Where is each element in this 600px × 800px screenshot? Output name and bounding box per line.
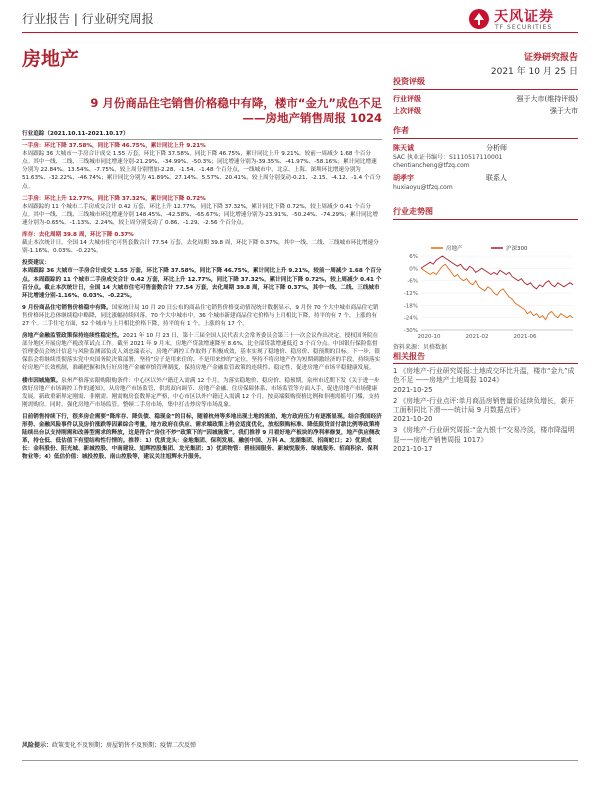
prev-rating-label: 上次评级 xyxy=(393,107,421,115)
industry-rating-value: 强于大市(维持评级) xyxy=(516,95,578,103)
report-type: 证券研究报告 xyxy=(523,53,578,63)
related-report-2-text: 2 《房地产-行业点评:单月商品房销售量价延续负增长，新开工面积同比下滑——统计局 9 月数据点评》 xyxy=(393,396,575,415)
y-tick-label: -12% xyxy=(403,291,418,297)
lead-price: 9 月份商品住宅销售价格稳中有降。 xyxy=(22,304,112,311)
body-price: 国家统计局 10 月 20 日公布的商品住宅销售价格变动情况统计数据显示，9 月份 70 个大中城市商品住宅销售价格环比总体继续稳中略降，同比涨幅持续回落。70 个大中城市中，36 个城市新建商品住宅价格与上月相比下降，持平的有 7 个，上涨的有 27 个。二手住宅方面，52 个城市与上月相比价格下降，持平的有 1 个，上涨的有 17 个。 xyxy=(22,304,379,327)
trend-title: 行业走势图 xyxy=(393,206,578,220)
report-category: 行业报告 | 行业研究周报 xyxy=(22,12,154,26)
paragraph-finance xyxy=(22,332,382,372)
body-policy: 泉州严格落实限购限购条件：中心区以外户籍迁入需满 12 个月。为落实稳地价、稳房价、稳预期，泉州市近期下发《关于进一步做好房地产市场调控工作的通知》，从房地产市场监管、供需双向调节、房地产金融、住房保障体系、市场监管等方面入手，促进房地产市场健康发展。新政重新界定刚需、非刚需。刚需购房套数界定严格，中心市区以外户籍迁入需满 12 个月，按高端限购资格比例和非刚需摇号门槛，支持刚需购房。同时，强化房地产市场监管，整顿二手房市场，集中打击炒房等市场乱象。 xyxy=(22,377,380,408)
x-tick-label: 2021-02 xyxy=(465,334,489,340)
analyst1-cert: SAC 执业证书编号：S1110517110001 xyxy=(393,154,503,161)
analyst1-name: 陈天诚 xyxy=(393,144,414,152)
real-estate-line xyxy=(421,264,573,320)
paragraph-new-home xyxy=(22,142,382,191)
related-reports xyxy=(393,352,578,456)
report-date: 2021 年 10 月 25 日 xyxy=(490,67,578,77)
body-recommend: 目前销售持续下行，很多房企需要“降库存、降负债、稳现金”的目标，随着杭州等多地出现土地的流拍，地方政府压力有逐渐显现。结合我国经济形势、金融风险事件以及房价涨跌等因素综合考量，地方政府在供应、需求端政策上将会适度优化，放松限购标准、降低限贷首付款比例等政策将陆续出台以支持刚需和改善型需求的释放，这是符合“房住不炒”政策下的“因城施策”。我们推荐 9 月看好地产板块的净利率修复，地产供应侧改革，持仓低、低估值下有望结构性行情的。推荐：1）优质龙头：金地集团、保利发展、融创中国、万科 A、龙湖集团、招商蛇口；2）优质成长：金科股份、阳光城、新城控股、中南建设、旭辉控股集团、龙光集团；3）优质物管：碧桂园服务、新城悦服务、绿城服务、招商积余、保利物业等；4）低估价值：城投控股、南山控股等，建议关注旭辉永升服务。 xyxy=(22,413,382,461)
headline-sub: ——房地产销售周报 1024 xyxy=(242,111,382,125)
risk-text: 政策变化不及预期；房屋销售不及预期；疫情二次反弹 xyxy=(52,742,197,749)
logo-text-en: TF SECURITIES xyxy=(495,24,553,31)
prev-rating-row xyxy=(393,105,578,117)
investment-title: 投资建议： xyxy=(22,260,50,267)
legend-label: 房地产 xyxy=(446,246,463,252)
investment-body: 本周跟踪 36 大城市一手房合计成交 1.55 万套，环比下降 37.58%，同比下降 46.75%，累计同比上升 9.21%，较前一周减少 1.68 个百分点。本周跟踪的 11 个城市二手房成交合计 0.42 万套，环比上升 12.77%，同比下降 37.32%，累计同比下降 0.72%，较上周减少 0.41 个百分点。截止本次统计日，全国 14 大城市住宅可售套数合计 77.54 万套，去化周期 39.8 周，环比下降 0.37%，其中一线、二线、三线城市环比增速分别-1.16%、0.03%、-0.22%。 xyxy=(22,268,382,299)
sidebar xyxy=(393,76,578,223)
body-new-home: 本周跟踪 36 大城市一手房合计成交 1.55 万套，环比下降 37.58%，同比下降 46.75%，累计同比上升 9.21%，较前一周减少 1.68 个百分点。其中一线、二线、三线城市同比增速分别-21.29%、-34.99%、-50.3%；同比增速分别为-39.35%、-41.97%、-58.16%；累计同比增速分别为 22.84%、13.54%、-7.75%，较上周分别增加-2.28、-1.54、-1.48 个百分点，一线城市中，北京、上海、深圳环比增速分别为 51.63%、-32.22%、-46.74%；累计同比分别为 41.89%、27.14%、5.57%、20.41%，较上周分别变动-0.21、-2.15、-4.12、-1.4 个百分点。 xyxy=(22,151,381,190)
related-report-3-date: 2021-10-17 xyxy=(393,444,433,453)
y-tick-label: 0% xyxy=(409,266,418,273)
paragraph-policy xyxy=(22,377,382,409)
related-report-1-text: 1 《房地产-行业研究周报:土地成交环比升温，楼市“金九”成色不足 ——房地产土地周报 1024》 xyxy=(393,367,575,385)
related-report-1[interactable] xyxy=(393,367,578,395)
sector-title: 房地产 xyxy=(22,48,80,70)
paragraph-price xyxy=(22,304,382,328)
y-tick-label: -18% xyxy=(403,303,418,310)
paragraph-inventory xyxy=(22,231,382,255)
prev-rating-value: 强于大市 xyxy=(550,107,578,115)
footer-divider xyxy=(22,760,578,761)
industry-trend-chart xyxy=(393,242,578,342)
lead-inventory: 库存：去化周期 39.8 周，环比下降 0.37% xyxy=(22,232,134,239)
analyst1-email[interactable]: chentiancheng@tfzq.com xyxy=(393,162,470,169)
main-content xyxy=(22,130,382,465)
trend-chart-svg xyxy=(393,242,578,342)
risk-note xyxy=(22,740,382,749)
related-report-3-text: 3 《房地产-行业研究周报:“金九银十”交易冷淡，楼市降温明显——房地产销售周报 1017》 xyxy=(393,426,575,444)
industry-rating-row xyxy=(393,93,578,105)
lead-second-hand: 二手房：环比上升 12.77%，同比下降 37.32%，累计同比下降 0.72% xyxy=(22,195,206,202)
lead-policy: 楼市因城施策。 xyxy=(22,377,62,384)
y-tick-label: -30% xyxy=(403,328,418,334)
analyst2-email[interactable]: huxiaoyu@tfzq.com xyxy=(393,184,453,191)
analyst-2 xyxy=(393,172,578,192)
paragraph-second-hand xyxy=(22,195,382,227)
x-tick-label: 2020-10 xyxy=(417,334,441,340)
header-divider xyxy=(22,32,578,33)
rating-title: 投资评级 xyxy=(393,76,578,90)
paragraph-investment xyxy=(22,259,382,299)
body-second-hand: 本周跟踪的 11 个城市二手房成交合计 0.42 万套，环比上升 12.77%，同比下降 37.32%，累计同比下降 0.72%，较上周减少 0.41 个百分点。其中一线、二线、三线城市环比增速分别 148.45%、-42.58%、-65.67%；同比增速分别为-23.91%、-50.24%、-74.29%；累计同比增速分别为-0.65%、-1.13%、2.24%，较上周分别变动了 0.86、-1.29、-2.56 个百分点。 xyxy=(22,203,378,226)
author-title: 作者 xyxy=(393,125,578,139)
y-tick-label: -24% xyxy=(403,315,418,322)
related-report-1-date: 2021-10-25 xyxy=(393,385,433,394)
related-report-2[interactable] xyxy=(393,397,578,425)
industry-rating-label: 行业评级 xyxy=(393,95,421,103)
x-tick-label: 2021-06 xyxy=(513,334,537,340)
risk-label: 风险提示： xyxy=(22,742,53,749)
headline-main: 9 月份商品住宅销售价格稳中有降，楼市“金九”成色不足 xyxy=(90,96,382,110)
lead-finance: 房地产金融监管政策保持连续性稳定性。 xyxy=(22,333,123,340)
legend-label: 沪深300 xyxy=(506,246,528,252)
section-title: 行业追踪（2021.10.11-2021.10.17） xyxy=(22,130,382,140)
logo-mark-icon xyxy=(468,8,490,30)
analyst2-role: 联系人 xyxy=(486,174,507,182)
y-tick-label: -6% xyxy=(407,278,418,285)
logo-text: 天风证券 xyxy=(494,9,554,25)
chart-source: 资料来源：贝格数据 xyxy=(393,344,448,351)
analyst2-name: 胡孝宇 xyxy=(393,174,414,182)
analyst1-role: 分析师 xyxy=(486,144,507,152)
body-finance: 2021 年 10 月 23 日，第十三届全国人民代表大会常务委员会第三十一次会议作出决定，授权国务院在部分地区开展房地产税改革试点工作。截至 2021 年 9 月末，房地产贷款增速降至 8.6%，比全部贷款增速低近 3 个百分点。中国银行保险监督管理委员会统计信息与风险监测部负责人刘忠瑞表示，房地产调控工作取得了积极成效，基本实现了稳地价、稳房价、稳预期的目标。下一步，银保监会将继续贯彻落实党中央国务院决策部署，坚持“房子是用来住的、不是用来炒的”定位，坚持不将房地产作为短期刺激经济的手段，持续落实好房地产长效机制，准确把握和执行好房地产金融审慎管理制度，保持房地产金融监管政策的连续性、稳定性，促进房地产市场平稳健康发展。 xyxy=(22,333,381,372)
paragraph-recommend xyxy=(22,413,382,462)
analyst-1 xyxy=(393,142,578,170)
hs300-line xyxy=(421,256,573,289)
related-report-2-date: 2021-10-20 xyxy=(393,415,433,424)
body-inventory: 截止本次统计日，全国 14 大城市住宅可售套数合计 77.54 万套，去化周期 39.8 周，环比下降 0.37%，其中一线、二线、三线城市环比增速分别-1.16%、0.03%、-0.22%。 xyxy=(22,240,379,255)
related-title: 相关报告 xyxy=(393,352,578,364)
y-tick-label: 6% xyxy=(409,254,418,260)
related-report-3[interactable] xyxy=(393,426,578,454)
lead-new-home: 一手房：环比下降 37.58%，同比下降 46.75%，累计同比上升 9.21% xyxy=(22,143,206,150)
